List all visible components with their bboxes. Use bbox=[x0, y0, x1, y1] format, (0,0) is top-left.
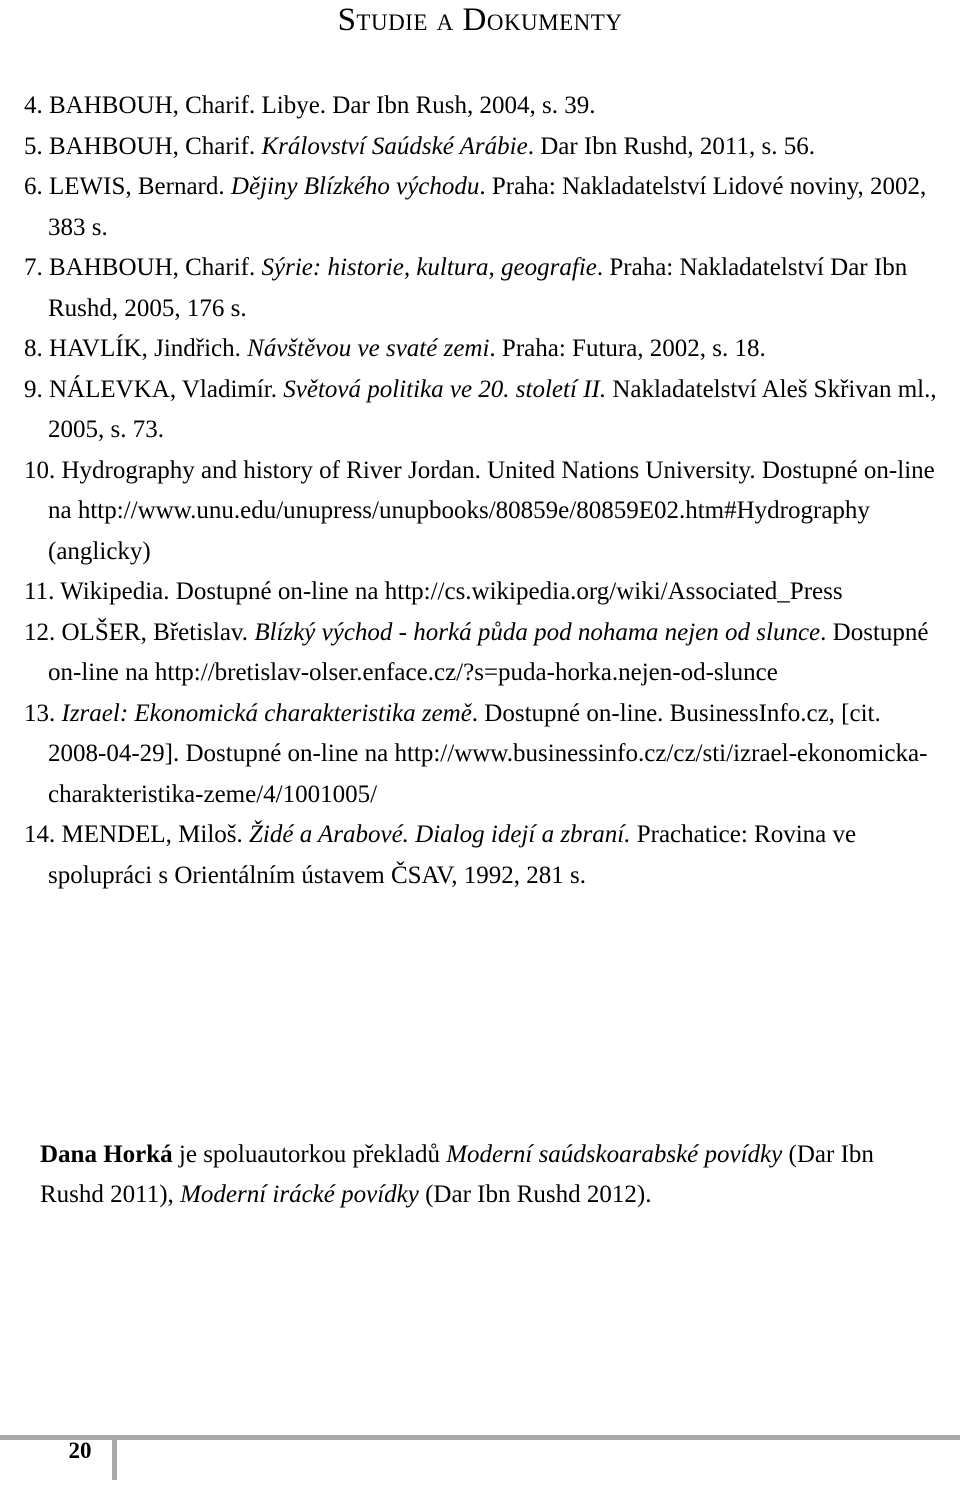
reference-text: . Dostupné on-line. BusinessInfo.cz, [cit. 2008-04-29]. Dostupné on-line na http://www.businessinfo.cz/cz/sti/izrael-ekonomicka-charakteristika-zeme/4/1001005/ bbox=[48, 699, 928, 808]
reference-text: OLŠER, Břetislav. bbox=[61, 618, 255, 646]
page-number-divider bbox=[112, 1438, 117, 1480]
book-title: Moderní saúdskoarabské povídky bbox=[446, 1141, 783, 1168]
reference-title: Blízký východ - horká půda pod nohama nejen od slunce bbox=[254, 618, 821, 646]
reference-list bbox=[24, 86, 944, 896]
reference-text: Nakladatelství Aleš Skřivan ml., 2005, s. 73. bbox=[48, 375, 937, 443]
reference-number: 8. bbox=[24, 335, 43, 362]
author-note bbox=[40, 1135, 920, 1215]
reference-text: HAVLÍK, Jindřich. bbox=[49, 335, 248, 362]
reference-title: Izrael: Ekonomická charakteristika země bbox=[61, 699, 472, 727]
reference-number: 11. bbox=[24, 578, 55, 605]
reference-text: MENDEL, Miloš. bbox=[61, 821, 249, 848]
reference-text: . Praha: Nakladatelství Dar Ibn Rushd, 2005, 176 s. bbox=[48, 254, 908, 322]
note-text: (Dar Ibn Rushd 2011), bbox=[40, 1141, 874, 1208]
reference-title: Návštěvou ve svaté zemi bbox=[247, 335, 490, 362]
reference-item bbox=[24, 370, 944, 451]
reference-item bbox=[24, 694, 944, 816]
reference-number: 12. bbox=[24, 618, 56, 646]
reference-title: Dějiny Blízkého východu bbox=[230, 173, 480, 200]
reference-text: Prachatice: Rovina ve spolupráci s Orientálním ústavem ČSAV, 1992, 281 s. bbox=[48, 821, 857, 889]
footer-rule bbox=[0, 1435, 960, 1440]
section-header bbox=[0, 0, 960, 39]
reference-item bbox=[24, 451, 944, 573]
reference-number: 9. bbox=[24, 375, 43, 403]
reference-title: Světová politika ve 20. století II. bbox=[283, 375, 607, 403]
reference-text: BAHBOUH, Charif. bbox=[49, 254, 262, 281]
reference-text: Wikipedia. Dostupné on-line na http://cs.wikipedia.org/wiki/Associated_Press bbox=[60, 578, 843, 605]
reference-text: NÁLEVKA, Vladimír. bbox=[49, 375, 284, 403]
reference-number: 7. bbox=[24, 254, 43, 281]
reference-text: LEWIS, Bernard. bbox=[49, 173, 231, 200]
reference-item bbox=[24, 572, 944, 613]
reference-number: 13. bbox=[24, 699, 56, 727]
reference-text: . Praha: Futura, 2002, s. 18. bbox=[489, 335, 766, 362]
section-title: Studie a Dokumenty bbox=[337, 2, 623, 38]
author-name: Dana Horká bbox=[40, 1141, 173, 1168]
reference-number: 14. bbox=[24, 821, 56, 848]
reference-item bbox=[24, 167, 944, 248]
reference-text: . Praha: Nakladatelství Lidové noviny, 2002, 383 s. bbox=[48, 173, 927, 241]
reference-number: 4. bbox=[24, 92, 43, 119]
book-title: Moderní irácké povídky bbox=[180, 1181, 419, 1208]
reference-item bbox=[24, 86, 944, 127]
reference-text: Hydrography and history of River Jordan. United Nations University. Dostupné on-line na http://www.unu.edu/unupress/unupbooks/80859e/80859E02.htm#Hydrography (anglicky) bbox=[48, 456, 935, 565]
page-number: 20 bbox=[68, 1438, 92, 1463]
note-text: je spoluautorkou překladů bbox=[172, 1141, 447, 1168]
reference-item bbox=[24, 329, 944, 370]
reference-item bbox=[24, 248, 944, 329]
reference-number: 10. bbox=[24, 456, 56, 484]
reference-item bbox=[24, 127, 944, 168]
reference-title: Sýrie: historie, kultura, geografie bbox=[261, 254, 597, 281]
reference-item bbox=[24, 613, 944, 694]
reference-title: Království Saúdské Arábie bbox=[261, 132, 528, 160]
reference-number: 6. bbox=[24, 173, 43, 200]
reference-text: BAHBOUH, Charif. Libye. Dar Ibn Rush, 2004, s. 39. bbox=[49, 92, 596, 119]
note-text: (Dar Ibn Rushd 2012). bbox=[418, 1181, 652, 1208]
reference-item bbox=[24, 815, 944, 896]
reference-text: BAHBOUH, Charif. bbox=[49, 132, 262, 160]
reference-number: 5. bbox=[24, 132, 43, 160]
reference-title: Židé a Arabové. Dialog idejí a zbraní. bbox=[249, 821, 631, 848]
reference-text: . Dostupné on-line na http://bretislav-olser.enface.cz/?s=puda-horka.nejen-od-slunce bbox=[48, 618, 929, 686]
reference-text: . Dar Ibn Rushd, 2011, s. 56. bbox=[527, 132, 815, 160]
